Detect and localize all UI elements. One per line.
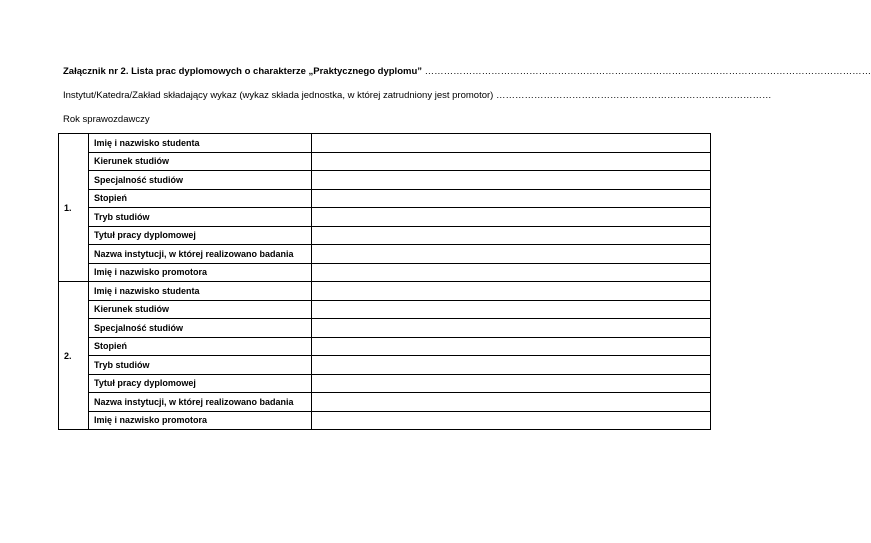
table-row (59, 300, 711, 319)
field-value-research-institution[interactable] (312, 245, 711, 264)
field-label-degree: Stopień (89, 337, 312, 356)
field-label-field-of-study: Kierunek studiów (89, 300, 312, 319)
field-label-thesis-title: Tytuł pracy dyplomowej (89, 374, 312, 393)
table-row (59, 152, 711, 171)
field-value-field-of-study[interactable] (312, 300, 711, 319)
field-value-degree[interactable] (312, 337, 711, 356)
table-row (59, 374, 711, 393)
field-label-thesis-title: Tytuł pracy dyplomowej (89, 226, 312, 245)
table-row (59, 319, 711, 338)
table-row (59, 393, 711, 412)
table-row (59, 245, 711, 264)
field-label-research-institution: Nazwa instytucji, w której realizowano badania (89, 393, 312, 412)
table-row (59, 337, 711, 356)
field-value-study-mode[interactable] (312, 208, 711, 227)
field-label-degree: Stopień (89, 189, 312, 208)
field-label-research-institution: Nazwa instytucji, w której realizowano badania (89, 245, 312, 264)
table-row (59, 208, 711, 227)
field-value-specialization[interactable] (312, 171, 711, 190)
table-row (59, 282, 711, 301)
field-value-supervisor-name[interactable] (312, 411, 711, 430)
entry-number: 1. (59, 134, 89, 282)
entry-number: 2. (59, 282, 89, 430)
table-row (59, 171, 711, 190)
field-value-research-institution[interactable] (312, 393, 711, 412)
reporting-year-label: Rok sprawozdawczy (63, 114, 150, 125)
thesis-list-table (58, 133, 711, 430)
table-row (59, 226, 711, 245)
table-row (59, 134, 711, 153)
field-value-supervisor-name[interactable] (312, 263, 711, 282)
field-value-field-of-study[interactable] (312, 152, 711, 171)
table-row (59, 263, 711, 282)
field-label-study-mode: Tryb studiów (89, 208, 312, 227)
field-value-study-mode[interactable] (312, 356, 711, 375)
institute-line: Instytut/Katedra/Zakład składający wykaz (wykaz składa jednostka, w której zatrudniony jest promotor) …………………………………………………………………………… (63, 90, 772, 101)
table-row (59, 411, 711, 430)
field-label-supervisor-name: Imię i nazwisko promotora (89, 411, 312, 430)
field-value-thesis-title[interactable] (312, 374, 711, 393)
field-label-specialization: Specjalność studiów (89, 319, 312, 338)
field-value-student-name[interactable] (312, 134, 711, 153)
field-label-student-name: Imię i nazwisko studenta (89, 134, 312, 153)
title-text: Załącznik nr 2. Lista prac dyplomowych o charakterze „Praktycznego dyplomu” (63, 66, 422, 77)
field-value-degree[interactable] (312, 189, 711, 208)
field-value-specialization[interactable] (312, 319, 711, 338)
field-label-specialization: Specjalność studiów (89, 171, 312, 190)
document-title (63, 66, 871, 77)
table-row (59, 356, 711, 375)
table-row (59, 189, 711, 208)
title-dots: …………………………………………………………………………………………………………………………… (422, 66, 871, 77)
field-label-study-mode: Tryb studiów (89, 356, 312, 375)
field-value-thesis-title[interactable] (312, 226, 711, 245)
field-label-student-name: Imię i nazwisko studenta (89, 282, 312, 301)
field-label-supervisor-name: Imię i nazwisko promotora (89, 263, 312, 282)
field-value-student-name[interactable] (312, 282, 711, 301)
field-label-field-of-study: Kierunek studiów (89, 152, 312, 171)
